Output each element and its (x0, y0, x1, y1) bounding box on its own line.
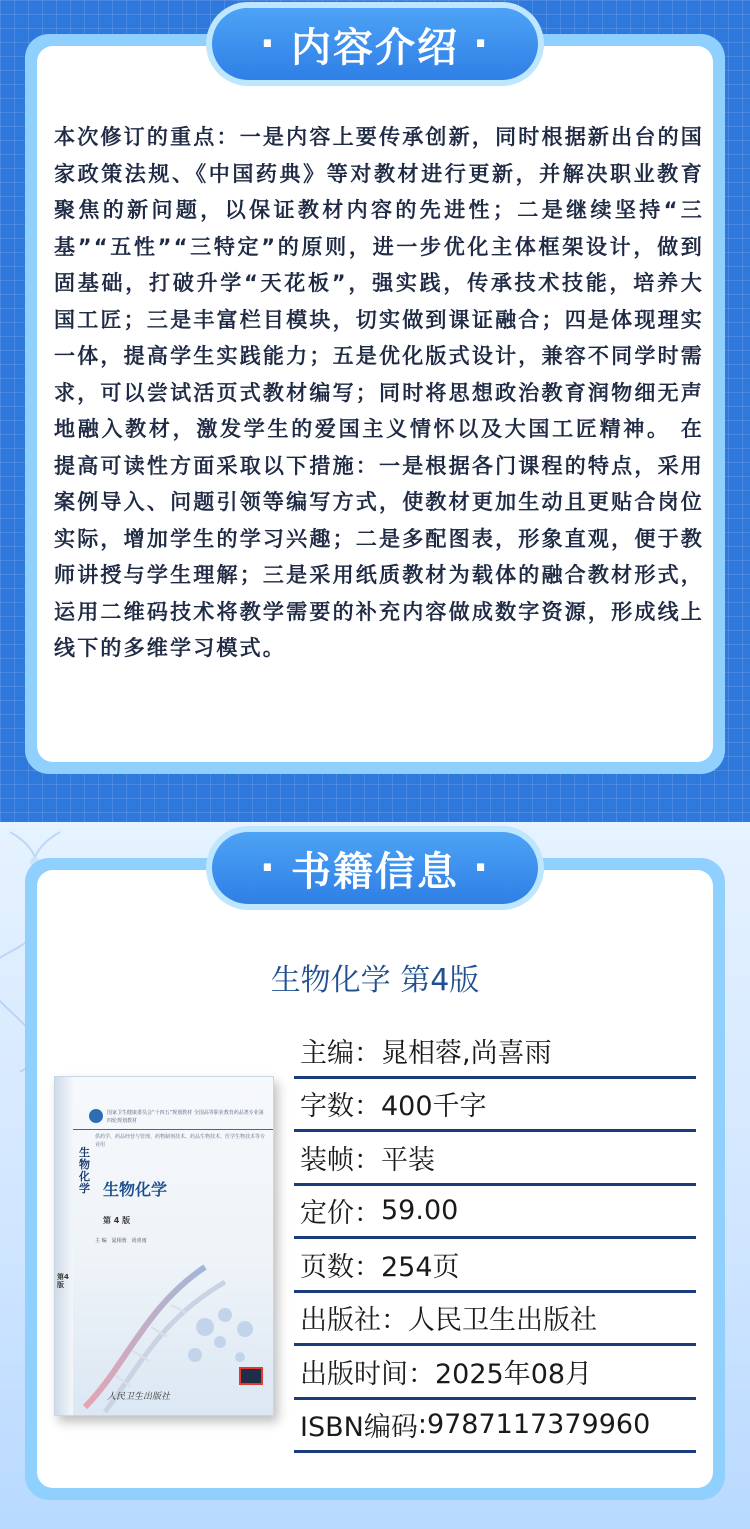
info-label: 定价 (300, 1198, 354, 1230)
intro-heading-badge (212, 8, 538, 80)
info-value: 2025年08月 (435, 1358, 593, 1390)
cover-series: 国家卫生健康委员会“十四五”规划教材 全国高等职业教育药品类专业第四轮规划教材 (107, 1110, 264, 1124)
info-label: 装帧 (300, 1144, 354, 1176)
dot-icon: · (259, 21, 277, 67)
info-value: 400千字 (381, 1091, 487, 1123)
cover-spine-edition: 第4版 (57, 1273, 69, 1289)
info-value: 人民卫生出版社 (408, 1305, 597, 1337)
info-value: 59.00 (381, 1195, 459, 1227)
info-label: 页数 (300, 1251, 354, 1283)
info-value: 254页 (381, 1251, 460, 1283)
info-separator: : (417, 1409, 427, 1441)
info-row-pages (294, 1239, 696, 1293)
book-heading: 书籍信息 (291, 848, 459, 895)
book-cover-image (54, 1076, 274, 1416)
info-label: ISBN编码 (300, 1412, 418, 1444)
info-row-word-count (294, 1079, 696, 1133)
intro-body: 本次修订的重点：一是内容上要传承创新，同时根据新出台的国家政策法规、《中国药典》等对教材进行更新，并解决职业教育聚焦的新问题，以保证教材内容的先进性；二是继续坚持“三基”“五性”“三特定”的原则，进一步优化主体框架设计，做到固基础，打破升学“天花板”，强实践，传承技术技能，培养大国工匠；三是丰富栏目模块，切实做到课证融合；四是体现理实一体，提高学生实践能力；五是优化版式设计，兼容不同学时需求，可以尝试活页式教材编写；同时将思想政治教育润物细无声地融入教材，激发学生的爱国主义情怀以及大国工匠精神。 在提高可读性方面采取以下措施：一是根据各门课程的特点，采用案例导入、问题引领等编写方式，使教材更加生动且更贴合岗位实际，增加学生的学习兴趣；二是多配图表，形象直观，便于教师讲授与学生理解；三是采用纸质教材为载体的融合教材形式，运用二维码技术将教学需要的补充内容做成数字资源，形成线上线下的多维学习模式。 (54, 125, 704, 660)
cover-title: 生物化学 (103, 1180, 168, 1199)
intro-heading: 内容介绍 (291, 24, 459, 71)
info-row-publish-date (294, 1346, 696, 1400)
dot-icon: · (473, 845, 491, 891)
book-heading-badge (212, 832, 538, 904)
info-separator: ： (354, 1144, 381, 1176)
cover-publisher: 人民卫生出版社 (107, 1392, 171, 1402)
dot-icon: · (259, 845, 277, 891)
info-separator: ： (354, 1091, 381, 1123)
cover-suitable-for: 供药学、药品经营与管理、药物制剂技术、药品生物技术、医学生物技术等专业用 (95, 1134, 266, 1148)
cover-divider (73, 1129, 274, 1130)
info-label: 字数 (300, 1091, 354, 1123)
book-title: 生物化学 第4版 (270, 963, 480, 998)
info-value: 9787117379960 (426, 1409, 651, 1441)
info-separator: ： (354, 1251, 381, 1283)
dot-icon: · (473, 21, 491, 67)
info-row-editor (294, 1025, 696, 1079)
cover-edition: 第 4 版 (103, 1216, 131, 1225)
info-value: 晁相蓉,尚喜雨 (381, 1037, 552, 1069)
info-separator: ： (381, 1305, 408, 1337)
info-row-isbn (294, 1400, 696, 1454)
publisher-logo-icon (239, 1367, 263, 1385)
info-separator: ： (354, 1037, 381, 1069)
info-label: 出版时间 (300, 1358, 408, 1390)
emblem-icon (89, 1109, 103, 1123)
info-separator: ： (408, 1358, 435, 1390)
info-row-price (294, 1186, 696, 1240)
cover-editors: 主 编 晁相蓉 尚喜雨 (95, 1238, 147, 1244)
info-label: 主编 (300, 1037, 354, 1069)
cover-vertical-title: 生物化学 (79, 1146, 90, 1195)
info-value: 平装 (381, 1144, 435, 1176)
book-info-list (294, 1025, 696, 1453)
info-row-binding (294, 1132, 696, 1186)
info-row-publisher (294, 1293, 696, 1347)
info-label: 出版社 (300, 1305, 381, 1337)
info-separator: ： (354, 1198, 381, 1230)
